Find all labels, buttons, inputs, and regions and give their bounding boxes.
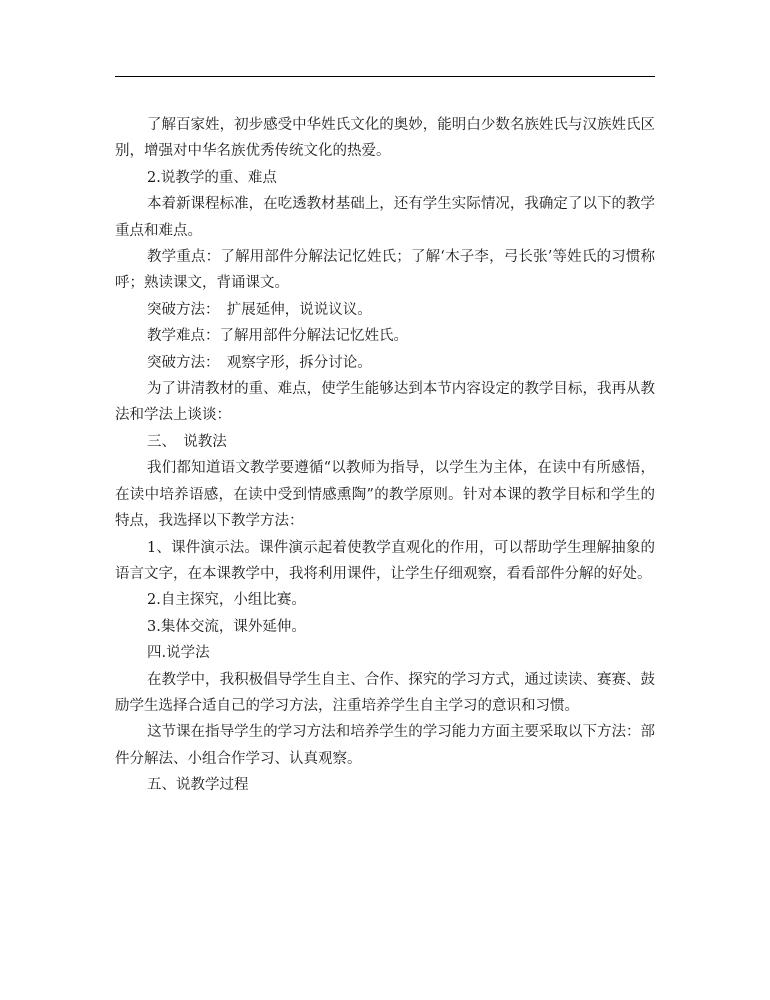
paragraph-difficulty: 教学难点：了解用部件分解法记忆姓氏。 [147,328,408,345]
paragraph-transition: 为了讲清教材的重、难点，使学生能够达到本节内容设定的教学目标，我再从教法和学法上谈谈： [115,381,655,424]
heading-learning-methods: 四.说学法 [147,645,210,662]
paragraph-method-1: 突破方法： 扩展延伸，说说议议。 [147,301,372,318]
paragraph-standards: 本着新课程标准，在吃透教材基础上，还有学生实际情况，我确定了以下的教学重点和难点。 [115,196,655,239]
paragraph-key-focus: 教学重点：了解用部件分解法记忆姓氏；了解‘木子李，弓长张’等姓氏的习惯称呼；熟读课文，背诵课文。 [115,249,655,292]
heading-teaching-methods: 三、 说教法 [147,433,227,450]
heading-key-points: 2.说教学的重、难点 [147,169,277,186]
paragraph-self-explore: 2.自主探究，小组比赛。 [147,592,306,609]
paragraph-group-exchange: 3.集体交流，课外延伸。 [147,618,306,635]
document-body [115,112,655,799]
paragraph-learning-style: 在教学中，我积极倡导学生自主、合作、探究的学习方式，通过读读、赛赛、鼓励学生选择合适自己的学习方法，注重培养学生自主学习的意识和习惯。 [115,671,655,714]
paragraph-intro: 了解百家姓，初步感受中华姓氏文化的奥妙，能明白少数名族姓氏与汉族姓氏区别，增强对中华名族优秀传统文化的热爱。 [115,117,655,160]
paragraph-courseware: 1、课件演示法。课件演示起着使教学直观化的作用，可以帮助学生理解抽象的语言文字，在本课教学中，我将利用课件，让学生仔细观察，看看部件分解的好处。 [115,539,655,582]
paragraph-learning-summary: 这节课在指导学生的学习方法和培养学生的学习能力方面主要采取以下方法：部件分解法、小组合作学习、认真观察。 [115,724,655,767]
paragraph-method-2: 突破方法： 观察字形，拆分讨论。 [147,354,372,371]
header-rule [115,76,655,77]
paragraph-principles: 我们都知道语文教学要遵循“以教师为指导，以学生为主体，在读中有所感悟，在读中培养语感，在读中受到情感熏陶”的教学原则。针对本课的教学目标和学生的特点，我选择以下教学方法： [115,460,655,530]
heading-teaching-process: 五、说教学过程 [147,777,249,794]
